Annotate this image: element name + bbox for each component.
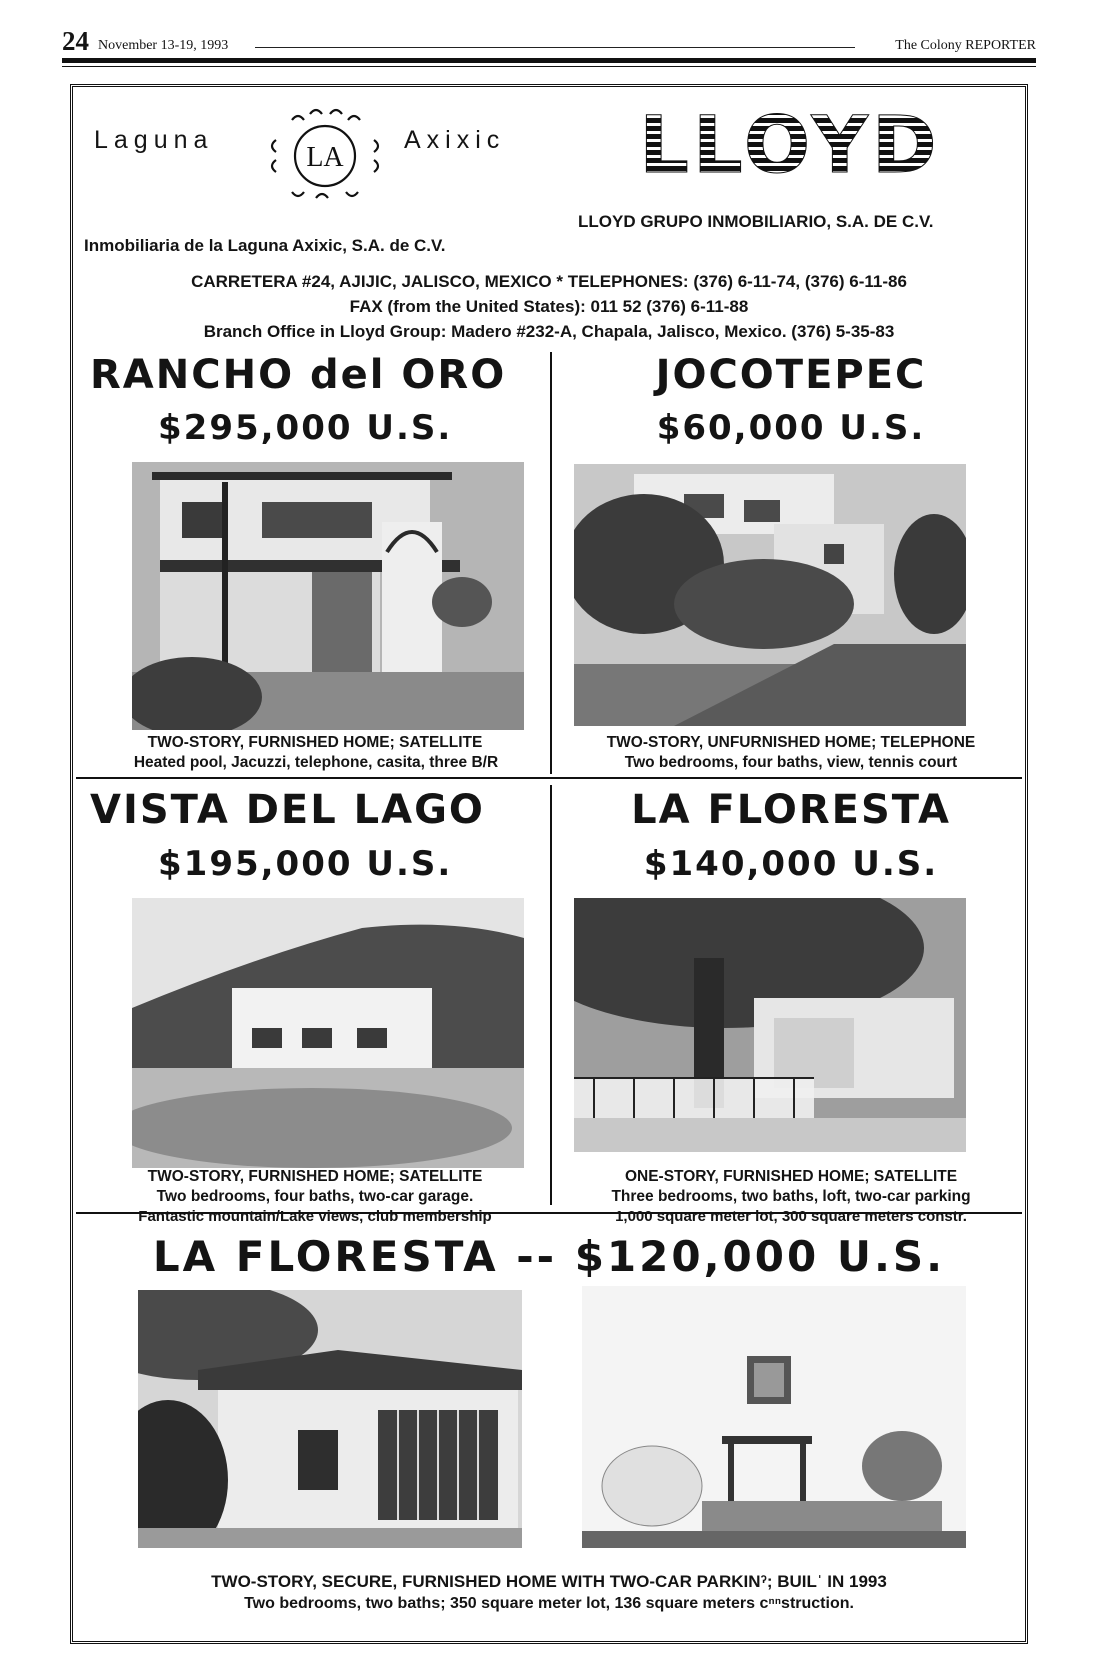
photo-la-floresta-one-story <box>574 898 966 1152</box>
page-number: 24 <box>62 26 89 56</box>
listing-name-la-floresta: LA FLORESTA <box>631 787 951 833</box>
masthead-rule-thin <box>62 66 1036 67</box>
listing-name-vista-del-lago: VISTA DEL LAGO <box>90 787 485 833</box>
listing-caption-la-floresta: ONE-STORY, FURNISHED HOME; SATELLITE <box>624 1168 958 1185</box>
photo-la-floresta-exterior <box>138 1290 522 1548</box>
listing-extra-vista-del-lago: Fantastic mountain/Lake views, club membership <box>138 1208 492 1225</box>
publication-name: The Colony REPORTER <box>895 38 1036 53</box>
listing-name-rancho-del-oro: RANCHO del ORO <box>90 352 507 398</box>
listing-price-vista-del-lago: $195,000 U.S. <box>158 844 453 884</box>
listing-name-jocotepec: JOCOTEPEC <box>655 352 927 398</box>
listing-title-la-floresta-secure: LA FLORESTA -- $120,000 U.S. <box>152 1232 946 1281</box>
lloyd-wordmark: LLOYD <box>639 110 941 178</box>
address-line: CARRETERA #24, AJIJIC, JALISCO, MEXICO * TELEPHONES: (376) 6-11-74, (376) 6-11-86 <box>191 272 907 291</box>
listing-details-jocotepec: Two bedrooms, four baths, view, tennis court <box>624 754 958 771</box>
photo-la-floresta-interior <box>582 1286 966 1548</box>
laguna-axixic-sun-logo <box>262 106 388 206</box>
photo-vista-del-lago <box>132 898 524 1168</box>
listing-price-la-floresta: $140,000 U.S. <box>643 844 939 884</box>
branch-office-line: Branch Office in Lloyd Group: Madero #232-A, Chapala, Jalisco, Mexico. (376) 5-35-83 <box>203 322 895 341</box>
fax-line: FAX (from the United States): 011 52 (376) 6-11-88 <box>349 297 749 316</box>
lloyd-company-name: LLOYD GRUPO INMOBILIARIO, S.A. DE C.V. <box>578 212 934 231</box>
header-rule <box>255 47 855 48</box>
listing-details-vista-del-lago: Two bedrooms, four baths, two-car garage. <box>156 1188 474 1205</box>
listing-price-jocotepec: $60,000 U.S. <box>656 408 926 448</box>
issue-date: November 13-19, 1993 <box>98 38 229 53</box>
logo-word-laguna: Laguna <box>94 126 214 154</box>
photo-rancho-del-oro <box>132 462 524 730</box>
listing-caption-rancho-del-oro: TWO-STORY, FURNISHED HOME; SATELLITE <box>147 734 483 751</box>
listing-price-rancho-del-oro: $295,000 U.S. <box>158 408 453 448</box>
monogram-la: LA <box>306 142 344 173</box>
logo-word-axixic: Axixic <box>404 126 506 154</box>
listing-caption-vista-del-lago: TWO-STORY, FURNISHED HOME; SATELLITE <box>147 1168 483 1185</box>
listing-details-rancho-del-oro: Heated pool, Jacuzzi, telephone, casita, three B/R <box>133 754 499 771</box>
column-divider-middle <box>550 785 552 1205</box>
laguna-company-name: Inmobiliaria de la Laguna Axixic, S.A. de C.V. <box>84 236 446 255</box>
listing-details-la-floresta: Three bedrooms, two baths, loft, two-car parking <box>611 1188 971 1205</box>
masthead-rule-thick <box>62 58 1036 63</box>
listing-caption-la-floresta-secure: TWO-STORY, SECURE, FURNISHED HOME WITH TWO-CAR PARKINˀ; BUILˈ IN 1993 <box>211 1572 887 1591</box>
listing-caption-jocotepec: TWO-STORY, UNFURNISHED HOME; TELEPHONE <box>606 734 976 751</box>
listing-extra-la-floresta: 1,000 square meter lot, 300 square meters constr. <box>615 1208 967 1225</box>
lloyd-logo <box>580 110 1000 178</box>
listing-details-la-floresta-secure: Two bedrooms, two baths; 350 square meter lot, 136 square meters cⁿⁿstruction. <box>244 1595 854 1612</box>
row-divider-1 <box>76 777 1022 779</box>
column-divider-top <box>550 352 552 774</box>
photo-jocotepec <box>574 464 966 726</box>
